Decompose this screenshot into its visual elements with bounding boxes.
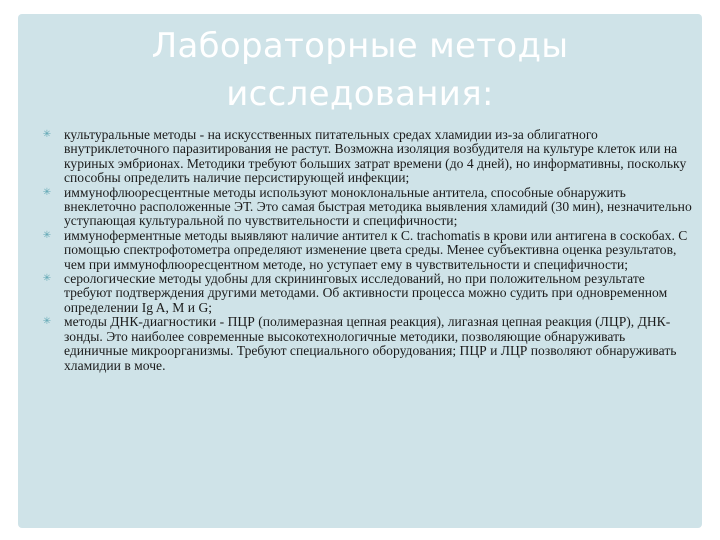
asterisk-bullet-icon: ✳ bbox=[42, 316, 52, 328]
title-line-2: исследования: bbox=[226, 74, 494, 114]
asterisk-bullet-icon: ✳ bbox=[42, 186, 52, 198]
list-item bbox=[40, 128, 692, 186]
list-item bbox=[40, 272, 692, 315]
asterisk-bullet-icon: ✳ bbox=[42, 229, 52, 241]
list-item-text: серологические методы удобны для скрининговых исследований, но при положительном результате требуют подтверждения другими методами. Об активности процесса можно судить при одновременном определении Ig A, M и G; bbox=[64, 271, 668, 315]
list-item-text: иммуноферментные методы выявляют наличие антител к C. trachomatis в крови или антигена в соскобах. С помощью спектрофотометра определяют изменение цвета среды. Менее субъективна оценка результатов, чем при иммунофлюоресцентном методе, но уступает ему в чувствительности и специфичности; bbox=[64, 227, 688, 272]
list-item-text: иммунофлюоресцентные методы используют моноклональные антитела, способные обнаружить внеклеточно расположенные ЭТ. Это самая быстрая методика выявления хламидий (30 мин), незначительно уступающая культуральной по чувствительности и специфичности; bbox=[64, 184, 692, 229]
title-line-1: Лабораторные методы bbox=[151, 26, 569, 66]
list-item bbox=[40, 229, 692, 272]
list-item-text: методы ДНК-диагностики - ПЦР (полимеразная цепная реакция), лигазная цепная реакция (ЛЦР), ДНК-зонды. Это наиболее современные высокотехнологичные методики, позволяющие обнаруживать единичные микроорганизмы. Требуют специального оборудования; ПЦР и ЛЦР позволяют обнаруживать хламидии в моче. bbox=[64, 314, 677, 373]
methods-list bbox=[40, 128, 692, 373]
asterisk-bullet-icon: ✳ bbox=[42, 273, 52, 285]
asterisk-bullet-icon: ✳ bbox=[42, 129, 52, 140]
slide-title bbox=[18, 22, 702, 118]
list-item bbox=[40, 315, 692, 373]
list-item-text: культуральные методы - на искусственных питательных средах хламидии из-за облигатного внутриклеточного паразитирования не растут. Возможна изоляция возбудителя на культуре клеток или на куриных эмбрионах. Методики требуют больших затрат времени (до 4 дней), но информативны, поскольку способны определить наличие персистирующей инфекции; bbox=[64, 127, 687, 186]
list-item bbox=[40, 186, 692, 229]
